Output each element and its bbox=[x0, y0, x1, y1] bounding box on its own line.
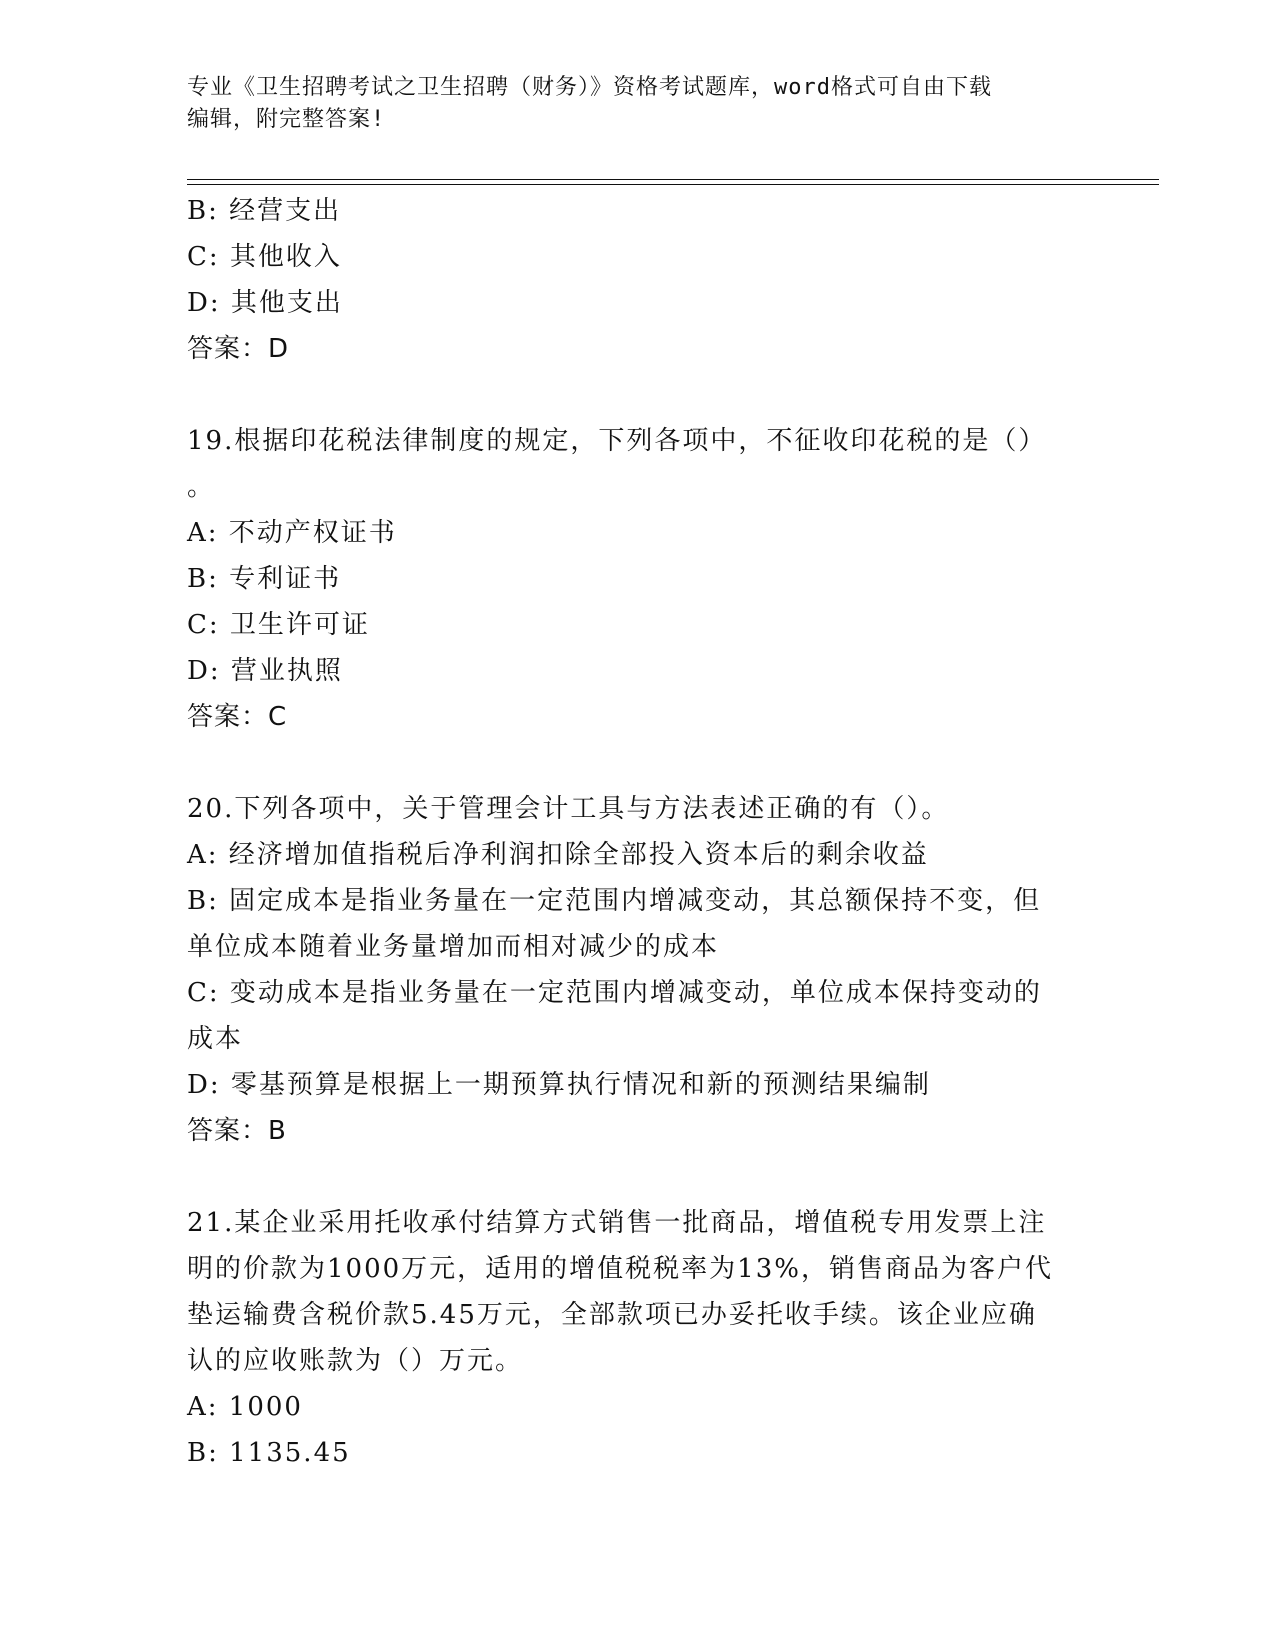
answer: 答案：C bbox=[187, 702, 288, 732]
question-stem-continued: 。 bbox=[187, 472, 216, 502]
header-divider-bottom bbox=[187, 184, 1159, 185]
spacer bbox=[187, 372, 1087, 418]
option-d: D: 零基预算是根据上一期预算执行情况和新的预测结果编制 bbox=[187, 1070, 931, 1100]
question-content bbox=[187, 188, 1087, 1476]
question-stem-continued: 明的价款为1000万元，适用的增值税税率为13%，销售商品为客户代 bbox=[187, 1254, 1053, 1284]
option-a: A: 1000 bbox=[187, 1392, 303, 1422]
header-line-1: 专业《卫生招聘考试之卫生招聘（财务）》资格考试题库，word格式可自由下载 bbox=[187, 75, 992, 100]
question-20 bbox=[187, 786, 1087, 1154]
header-line-2: 编辑，附完整答案! bbox=[187, 107, 386, 132]
question-stem-continued: 垫运输费含税价款5.45万元，全部款项已办妥托收手续。该企业应确 bbox=[187, 1300, 1037, 1330]
question-18-carryover bbox=[187, 188, 1087, 372]
option-a: A: 不动产权证书 bbox=[187, 518, 397, 548]
option-c: C: 变动成本是指业务量在一定范围内增减变动，单位成本保持变动的 bbox=[187, 978, 1042, 1008]
question-19 bbox=[187, 418, 1087, 740]
question-stem-continued: 认的应收账款为（）万元。 bbox=[187, 1346, 524, 1376]
question-21 bbox=[187, 1200, 1087, 1476]
option-c: C: 其他收入 bbox=[187, 242, 342, 272]
option-d: D: 营业执照 bbox=[187, 656, 343, 686]
option-b: B: 经营支出 bbox=[187, 196, 342, 226]
option-c: C: 卫生许可证 bbox=[187, 610, 370, 640]
answer: 答案：D bbox=[187, 334, 290, 364]
question-stem: 21.某企业采用托收承付结算方式销售一批商品，增值税专用发票上注 bbox=[187, 1208, 1047, 1238]
answer: 答案：B bbox=[187, 1116, 287, 1146]
option-d: D: 其他支出 bbox=[187, 288, 343, 318]
option-b: B: 专利证书 bbox=[187, 564, 342, 594]
spacer bbox=[187, 740, 1087, 786]
option-b-continued: 单位成本随着业务量增加而相对减少的成本 bbox=[187, 932, 720, 962]
spacer bbox=[187, 1154, 1087, 1200]
option-b: B: 固定成本是指业务量在一定范围内增减变动，其总额保持不变，但 bbox=[187, 886, 1042, 916]
question-stem: 19.根据印花税法律制度的规定，下列各项中，不征收印花税的是（） bbox=[187, 426, 1047, 456]
question-stem: 20.下列各项中，关于管理会计工具与方法表述正确的有（）。 bbox=[187, 794, 950, 824]
option-b: B: 1135.45 bbox=[187, 1438, 351, 1468]
option-a: A: 经济增加值指税后净利润扣除全部投入资本后的剩余收益 bbox=[187, 840, 929, 870]
header-divider-top bbox=[187, 179, 1159, 180]
option-c-continued: 成本 bbox=[187, 1024, 244, 1054]
document-header bbox=[187, 72, 1087, 136]
